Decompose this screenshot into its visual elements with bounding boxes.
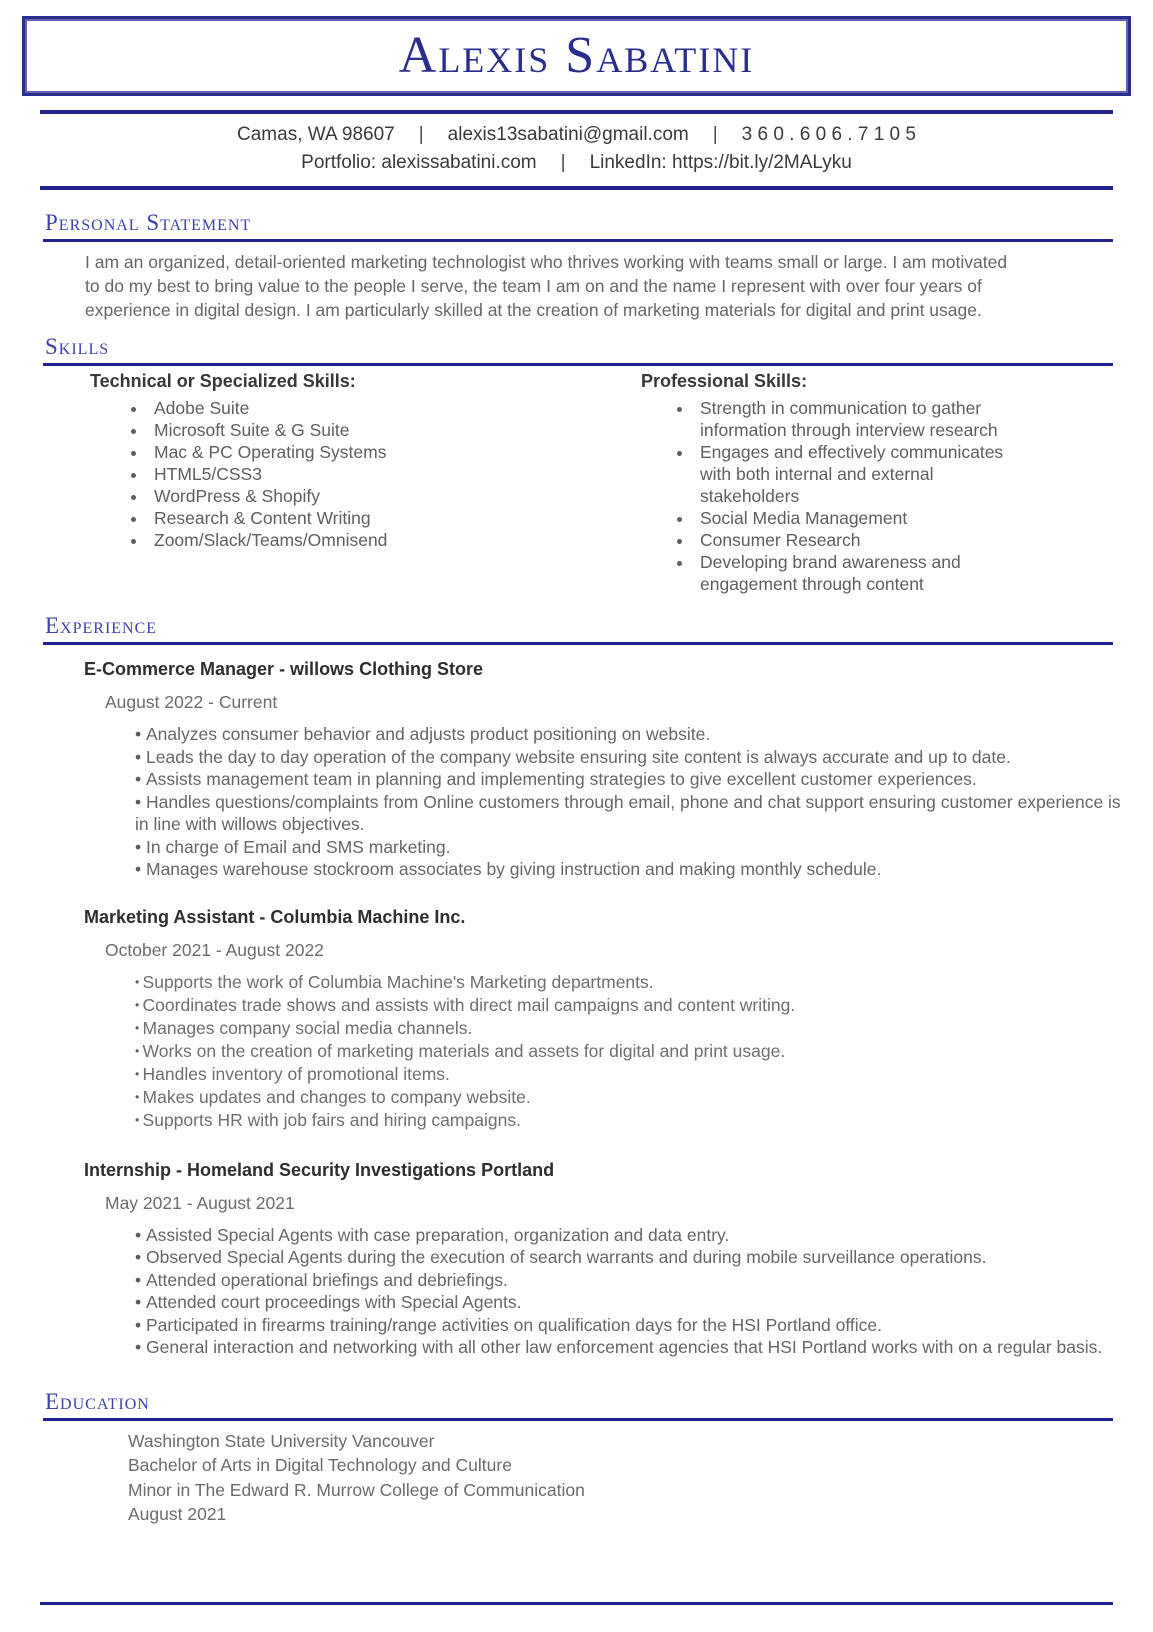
job-bullet: • Handles questions/complaints from Online customers through email, phone and chat support ensuring customer experience is in line with willows objectives.: [135, 791, 1125, 836]
job-bullet: • General interaction and networking with all other law enforcement agencies that HSI Portland works with on a regular basis.: [135, 1336, 1125, 1359]
skill-item: • WordPress & Shopify: [148, 485, 596, 507]
separator: |: [712, 124, 718, 145]
portfolio-link: Portfolio: alexissabatini.com: [301, 152, 537, 173]
job-bullet: • Assisted Special Agents with case preparation, organization and data entry.: [135, 1224, 1125, 1247]
skill-item: • Zoom/Slack/Teams/Omnisend: [148, 529, 596, 551]
professional-skills-header: Professional Skills:: [641, 371, 808, 391]
location: Camas, WA 98607: [237, 124, 395, 145]
contact-line-1: [0, 121, 1153, 149]
job-dates: October 2021 - August 2022: [105, 939, 324, 960]
skill-item: • Adobe Suite: [148, 397, 596, 419]
section-title-education: Education: [43, 1389, 1113, 1421]
email: alexis13sabatini@gmail.com: [447, 124, 689, 145]
skill-item: • Consumer Research: [694, 529, 1026, 551]
technical-skills-column: [90, 370, 596, 595]
professional-skills-list: [596, 397, 1026, 595]
skill-item: • Microsoft Suite & G Suite: [148, 419, 596, 441]
job-dates: May 2021 - August 2021: [105, 1192, 295, 1213]
job-bullets: [135, 1224, 1125, 1359]
job-bullet: • Assists management team in planning and implementing strategies to give excellent customer experiences.: [135, 768, 1125, 791]
skill-item: • HTML5/CSS3: [148, 463, 596, 485]
contact-line-2: [0, 149, 1153, 177]
technical-skills-list: [90, 397, 596, 551]
job-bullet: • Manages warehouse stockroom associates by giving instruction and making monthly schedule.: [135, 858, 1125, 881]
divider-page-bottom: [40, 1602, 1113, 1605]
education-line: Minor in The Edward R. Murrow College of Communication: [128, 1479, 585, 1500]
job-bullet: • Works on the creation of marketing materials and assets for digital and print usage.: [135, 1040, 1125, 1063]
job-bullet: • Attended operational briefings and debriefings.: [135, 1269, 1125, 1292]
job-bullet: • Observed Special Agents during the execution of search warrants and during mobile surveillance operations.: [135, 1246, 1125, 1269]
job-bullet: • Supports the work of Columbia Machine's Marketing departments.: [135, 971, 1125, 994]
contact-block: [0, 121, 1153, 177]
job-bullet: • In charge of Email and SMS marketing.: [135, 836, 1125, 859]
job-entry-3: [43, 1158, 1113, 1359]
skill-item: • Strength in communication to gather information through interview research: [694, 397, 1026, 441]
skills-columns: [90, 370, 1113, 595]
divider-under-banner: [40, 110, 1113, 114]
skill-item: • Social Media Management: [694, 507, 1026, 529]
skill-item: • Engages and effectively communicates with both internal and external stakeholders: [694, 441, 1026, 507]
education-line: Bachelor of Arts in Digital Technology and Culture: [128, 1455, 512, 1475]
job-title: Marketing Assistant - Columbia Machine Inc.: [84, 906, 466, 927]
phone: 3 6 0 . 6 0 6 . 7 1 0 5: [741, 124, 916, 145]
technical-skills-header: Technical or Specialized Skills:: [90, 371, 356, 391]
job-bullet: • Manages company social media channels.: [135, 1017, 1125, 1040]
job-bullets: [135, 971, 1125, 1132]
person-name: Alexis Sabatini: [398, 27, 755, 84]
section-title-experience: Experience: [43, 613, 1113, 645]
skill-item: • Developing brand awareness and engagement through content: [694, 551, 1026, 595]
education-block: [128, 1429, 1113, 1527]
skill-item: • Research & Content Writing: [148, 507, 596, 529]
job-bullet: • Attended court proceedings with Special Agents.: [135, 1291, 1125, 1314]
job-bullet: • Leads the day to day operation of the company website ensuring site content is always accurate and up to date.: [135, 746, 1125, 769]
job-bullet: • Analyzes consumer behavior and adjusts product positioning on website.: [135, 723, 1125, 746]
job-title: E-Commerce Manager - willows Clothing Store: [84, 659, 484, 679]
job-bullet: • Coordinates trade shows and assists with direct mail campaigns and content writing.: [135, 994, 1125, 1017]
education-line: August 2021: [128, 1504, 227, 1524]
skill-item: • Mac & PC Operating Systems: [148, 441, 596, 463]
job-title: Internship - Homeland Security Investigations Portland: [84, 1159, 555, 1180]
personal-statement-text: I am an organized, detail-oriented marketing technologist who thrives working with teams small or large. I am motivated to do my best to bring value to the people I serve, the team I am on and the name I represent with over four years of experience in digital design. I am particularly skilled at the creation of marketing materials for digital and print usage.: [85, 252, 1008, 320]
professional-skills-column: [596, 370, 1113, 595]
section-title-skills: Skills: [43, 334, 1113, 366]
job-bullet: • Makes updates and changes to company website.: [135, 1086, 1125, 1109]
resume-body: [0, 190, 1153, 1527]
section-title-personal-statement: Personal Statement: [43, 210, 1113, 242]
separator: |: [418, 124, 424, 145]
job-bullet: • Supports HR with job fairs and hiring campaigns.: [135, 1109, 1125, 1132]
job-bullet: • Participated in firearms training/range activities on qualification days for the HSI Portland office.: [135, 1314, 1125, 1337]
job-entry-1: [43, 657, 1121, 881]
job-dates: August 2022 - Current: [105, 692, 278, 712]
linkedin-link: LinkedIn: https://bit.ly/2MALyku: [589, 152, 852, 173]
job-entry-2: [43, 905, 1113, 1132]
name-banner: [22, 16, 1131, 96]
separator: |: [560, 152, 566, 173]
job-bullets: [135, 723, 1125, 881]
job-bullet: • Handles inventory of promotional items.: [135, 1063, 1125, 1086]
education-line: Washington State University Vancouver: [128, 1430, 435, 1451]
